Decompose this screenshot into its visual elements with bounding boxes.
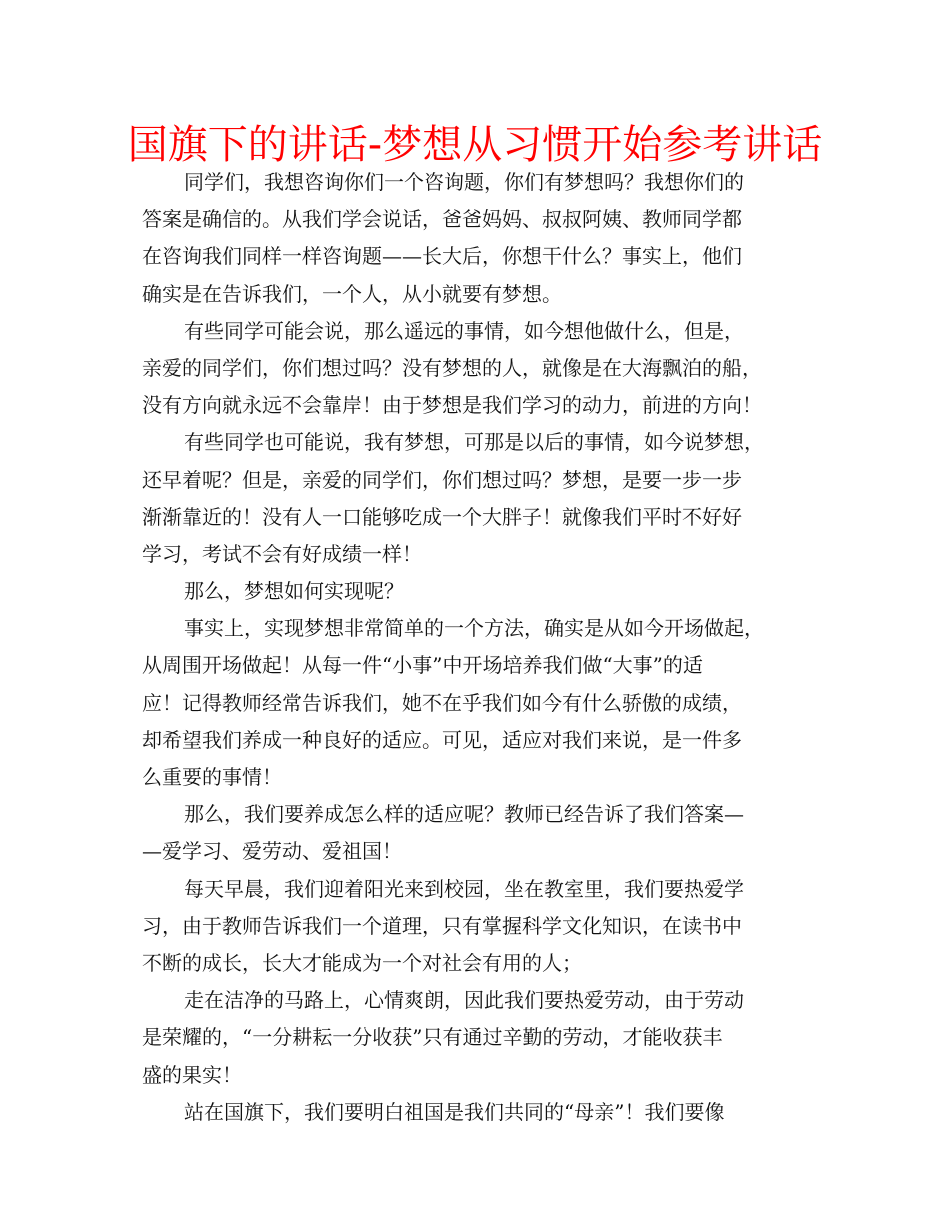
text-line: 走在洁净的马路上，心情爽朗，因此我们要热爱劳动，由于劳动 [184,988,744,1013]
text-line: 确实是在告诉我们，一个人，从小就要有梦想。 [142,281,562,306]
text-line: 渐渐靠近的！没有人一口能够吃成一个大胖子！就像我们平时不好好 [142,504,742,529]
text-line: 那么，我们要养成怎么样的适应呢？教师已经告诉了我们答案— [184,802,744,827]
text-line: 盛的果实！ [142,1062,242,1087]
text-line: 亲爱的同学们，你们想过吗？没有梦想的人，就像是在大海飘泊的船， [142,355,762,380]
document-title: 国旗下的讲话-梦想从习惯开始参考讲话 [127,122,823,168]
text-line: 从周围开场做起！从每一件“小事”中开场培养我们做“大事”的适 [142,653,703,678]
text-line: 有些同学也可能说，我有梦想，可那是以后的事情，如今说梦想， [184,430,764,455]
text-line: 同学们，我想咨询你们一个咨询题，你们有梦想吗？我想你们的 [184,170,744,194]
text-line: 还早着呢？但是，亲爱的同学们，你们想过吗？梦想，是要一步一步 [142,467,742,492]
text-line: 是荣耀的，“一分耕耘一分收获”只有通过辛勤的劳动，才能收获丰 [142,1025,723,1050]
text-line: 习，由于教师告诉我们一个道理，只有掌握科学文化知识，在读书中 [142,913,742,938]
text-line: 答案是确信的。从我们学会说话，爸爸妈妈、叔叔阿姨、教师同学都 [142,207,742,232]
document-body [142,164,812,1131]
text-line: 么重要的事情！ [142,765,282,789]
text-line: 在咨询我们同样一样咨询题——长大后，你想干什么？事实上，他们 [142,244,742,269]
text-line: 事实上，实现梦想非常简单的一个方法，确实是从如今开场做起， [184,616,764,641]
text-line: 有些同学可能会说，那么遥远的事情，如今想他做什么，但是， [184,318,744,343]
text-line: 学习，考试不会有好成绩一样！ [142,541,422,566]
text-line: 没有方向就永远不会靠岸！由于梦想是我们学习的动力，前进的方向！ [142,393,762,418]
text-line: 应！记得教师经常告诉我们，她不在乎我们如今有什么骄傲的成绩， [142,690,742,715]
text-line: 每天早晨，我们迎着阳光来到校园，坐在教室里，我们要热爱学 [184,876,744,901]
text-line: 不断的成长，长大才能成为一个对社会有用的人； [142,950,582,975]
text-line: 站在国旗下，我们要明白祖国是我们共同的“母亲”！我们要像 [184,1099,725,1124]
text-line: 却希望我们养成一种良好的适应。可见，适应对我们来说，是一件多 [142,727,742,752]
text-line: —爱学习、爱劳动、爱祖国！ [142,839,402,864]
text-line: 那么，梦想如何实现呢？ [184,579,404,604]
